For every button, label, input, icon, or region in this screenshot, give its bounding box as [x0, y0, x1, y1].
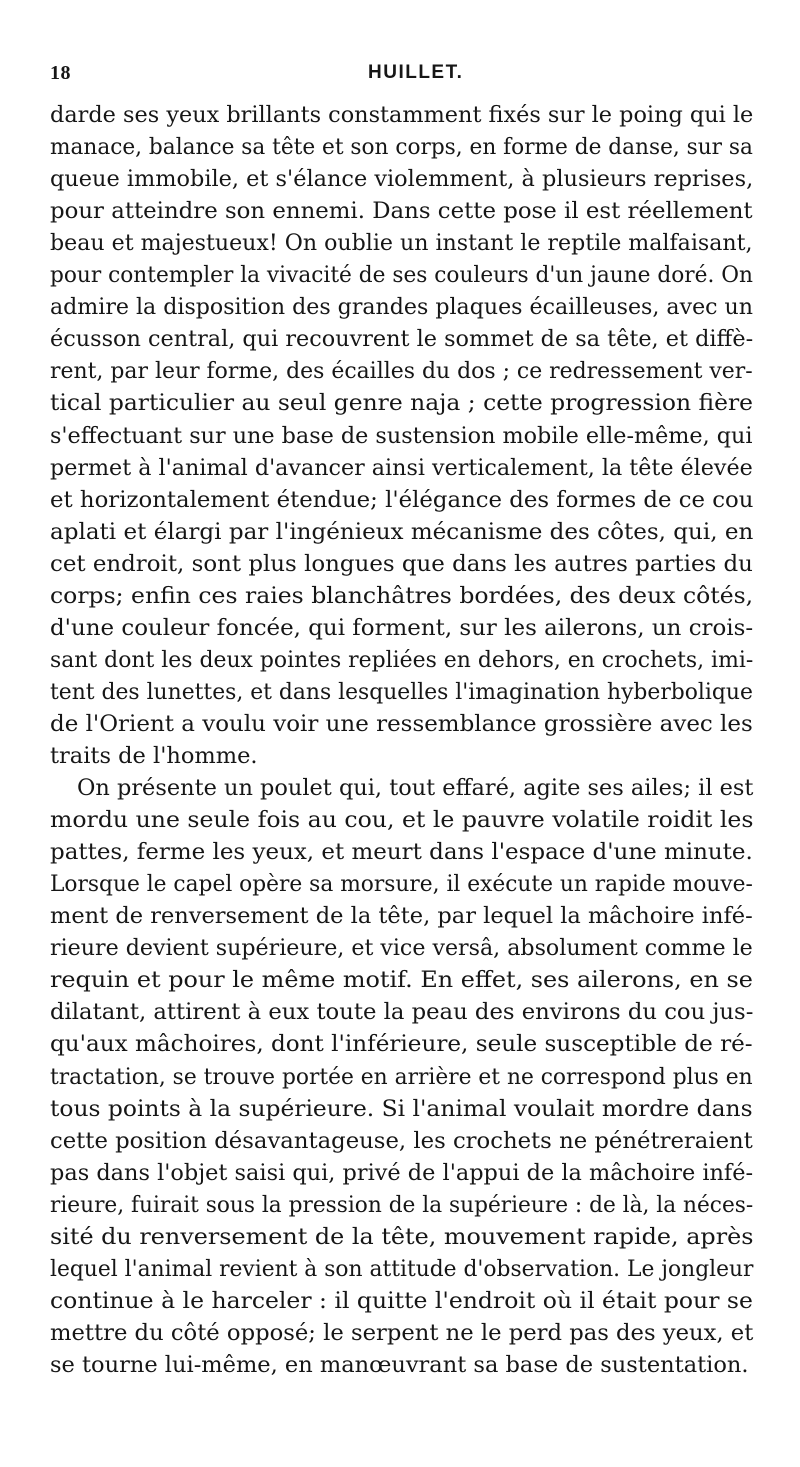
text-line: manace, balance sa tête et son corps, en forme de danse, sur sa [50, 134, 753, 161]
text-line: dilatant, attirent à eux toute la peau des environs du cou jus- [50, 999, 754, 1026]
text-line: lequel l'animal revient à son attitude d'observation. Le jongleur [50, 1255, 754, 1282]
text-line: s'effectuant sur une base de sustension mobile elle-même, qui [50, 422, 753, 449]
text-line: traits de l'homme. [50, 743, 258, 769]
text-line: cette position désavantageuse, les crochets ne pénétreraient [50, 1127, 753, 1154]
text-line: pattes, ferme les yeux, et meurt dans l'espace d'une minute. [50, 839, 753, 866]
text-line: pas dans l'objet saisi qui, privé de l'appui de la mâchoire infé- [50, 1159, 754, 1186]
text-line: et horizontalement étendue; l'élégance des formes de ce cou [50, 486, 754, 513]
text-line: tous points à la supérieure. Si l'animal voulait mordre dans [50, 1095, 753, 1122]
text-line: permet à l'animal d'avancer ainsi verticalement, la tête élevée [50, 454, 753, 481]
text-line: écusson central, qui recouvrent le sommet de sa tête, et diffè- [50, 326, 754, 353]
text-line: mordu une seule fois au cou, et le pauvre volatile roidit les [50, 807, 754, 834]
text-line: Lorsque le capel opère sa morsure, il exécute un rapide mouve- [50, 871, 753, 898]
text-line: se tourne lui-même, en manœuvrant sa base de sustentation. [50, 1351, 749, 1378]
text-line: tent des lunettes, et dans lesquelles l'imagination hyberbolique [50, 678, 753, 705]
text-line: de l'Orient a voulu voir une ressemblance grossière avec les [50, 710, 753, 737]
text-line: ment de renversement de la tête, par lequel la mâchoire infé- [50, 903, 753, 930]
text-line: aplati et élargi par l'ingénieux mécanisme des côtes, qui, en [50, 518, 754, 545]
text-line: darde ses yeux brillants constamment fixés sur le poing qui le [50, 102, 754, 128]
text-line: qu'aux mâchoires, dont l'inférieure, seule susceptible de ré- [50, 1031, 753, 1058]
text-line: cet endroit, sont plus longues que dans les autres parties du [50, 550, 753, 577]
text-line: corps; enfin ces raies blanchâtres bordées, des deux côtés, [50, 582, 754, 609]
text-line: requin et pour le même motif. En effet, ses ailerons, en se [50, 967, 753, 994]
text-line: tractation, se trouve portée en arrière et ne correspond plus en [50, 1063, 753, 1090]
text-line: continue à le harceler : il quitte l'endroit où il était pour se [50, 1287, 753, 1314]
text-line: rent, par leur forme, des écailles du dos ; ce redressement ver- [50, 358, 753, 385]
running-title: HUILLET. [368, 62, 464, 83]
text-line: sité du renversement de la tête, mouvement rapide, après [50, 1223, 754, 1250]
text-line: d'une couleur foncée, qui forment, sur les ailerons, un crois- [50, 614, 754, 641]
text-line: On présente un poulet qui, tout effaré, agite ses ailes; il est [77, 775, 754, 802]
text-line: sant dont les deux pointes repliées en dehors, en crochets, imi- [50, 646, 754, 673]
text-line: pour contempler la vivacité de ses couleurs d'un jaune doré. On [50, 262, 753, 289]
text-line: admire la disposition des grandes plaques écailleuses, avec un [50, 294, 754, 321]
text-line: mettre du côté opposé; le serpent ne le perd pas des yeux, et [50, 1319, 754, 1346]
text-line: pour atteindre son ennemi. Dans cette pose il est réellement [50, 198, 753, 225]
text-line: beau et majestueux! On oublie un instant le reptile malfaisant, [50, 230, 753, 257]
text-line: queue immobile, et s'élance violemment, à plusieurs reprises, [50, 166, 754, 193]
text-line: tical particulier au seul genre naja ; cette progression fière [50, 390, 753, 417]
page-number: 18 [50, 62, 71, 84]
running-head [50, 62, 750, 90]
text-line: rieure devient supérieure, et vice versâ, absolument comme le [50, 935, 753, 962]
text-line: rieure, fuirait sous la pression de la supérieure : de là, la néces- [50, 1191, 754, 1218]
